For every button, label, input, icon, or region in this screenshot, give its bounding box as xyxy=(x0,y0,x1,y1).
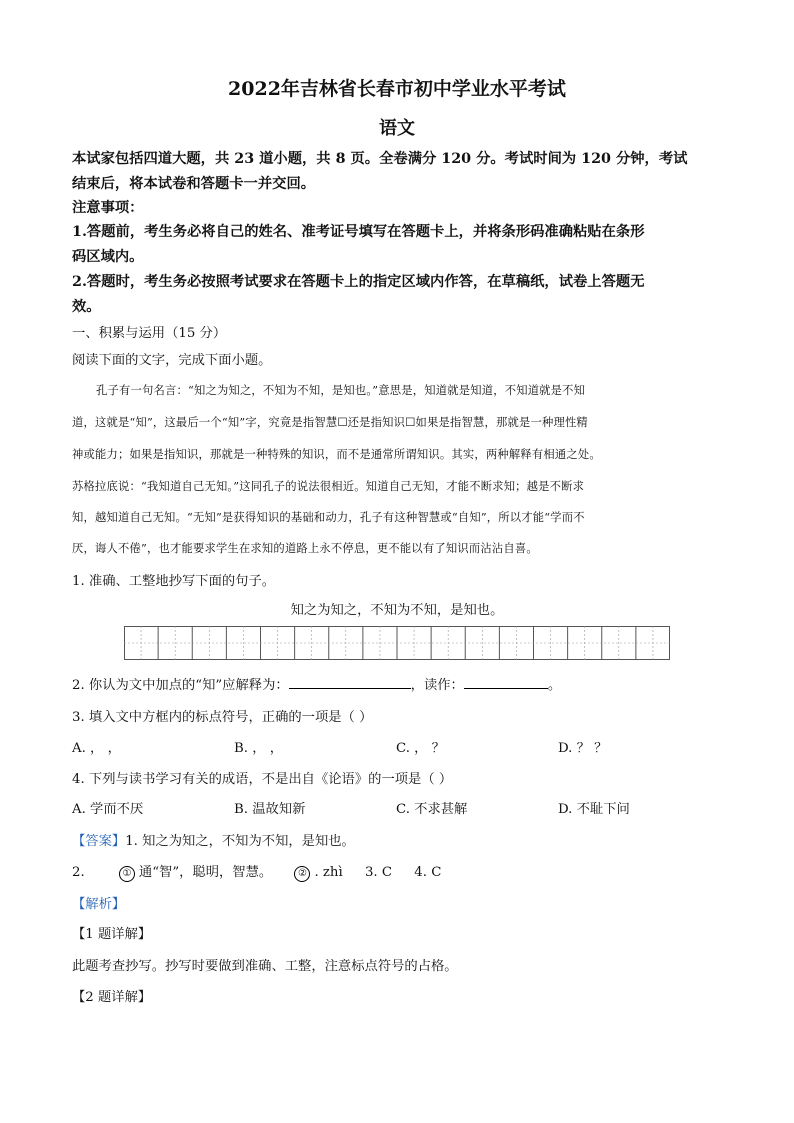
question-4: 4. 下列与读书学习有关的成语，不是出自《论语》的一项是（ ） xyxy=(72,772,453,787)
q4-option-c: C. 不求甚解 xyxy=(396,802,468,817)
passage-line-1: 孔子有一句名言：“知之为知之，不知为不知，是知也。”意思是，知道就是知道，不知道就是不知 xyxy=(96,384,586,397)
question-2-text: 2. 你认为文中加点的“知”应解释为： xyxy=(72,678,289,693)
answer-1: 1. 知之为知之，不知为不知，是知也。 xyxy=(125,834,355,849)
q4-option-d: D. 不耻下问 xyxy=(558,802,630,817)
note-2-line-2: 效。 xyxy=(72,299,101,315)
passage-line-3: 神或能力；如果是指知识，那就是一种特殊的知识，而不是通常所谓知识。其实，两种解释有相通之处。 xyxy=(72,448,601,461)
pronunciation-blank[interactable] xyxy=(464,674,548,689)
answer-line-2 xyxy=(72,861,441,882)
passage-line-5: 知，越知道自己无知。“无知”是获得知识的基础和动力，孔子有这种智慧或“自知”，所以才能“学而不 xyxy=(72,511,585,524)
detail-1-text: 此题考查抄写。抄写时要做到准确、工整，注意标点符号的占格。 xyxy=(72,959,458,974)
question-2 xyxy=(72,674,561,693)
answer-3: 3. C xyxy=(364,865,393,880)
answer-line-1 xyxy=(72,830,355,849)
answer-4: 4. C xyxy=(414,865,442,880)
circled-one: ① xyxy=(119,866,135,882)
note-1-line-2: 码区域内。 xyxy=(72,249,144,265)
q3-option-c: C. ， ？ xyxy=(396,741,445,756)
question-2-text-c: 。 xyxy=(547,678,562,693)
copy-sentence: 知之为知之，不知为不知，是知也。 xyxy=(290,603,504,618)
exam-title: 2022年吉林省长春市初中学业水平考试 xyxy=(228,78,566,100)
intro-line-2: 结束后，将本试卷和答题卡一并交回。 xyxy=(72,176,316,192)
intro-line-1: 本试家包括四道大题，共 23 道小题，共 8 页。全卷满分 120 分。考试时间为 120 分钟，考试 xyxy=(72,151,688,167)
meaning-blank[interactable] xyxy=(289,674,411,689)
answer-tag: 【答案】 xyxy=(72,834,126,849)
note-2-line-1: 2.答题时，考生务必按照考试要求在答题卡上的指定区域内作答，在草稿纸，试卷上答题无 xyxy=(72,274,645,290)
q3-option-b: B. ， ， xyxy=(234,741,284,756)
section-1-instruction: 阅读下面的文字，完成下面小题。 xyxy=(72,353,272,368)
q3-option-d: D. ？ ？ xyxy=(558,741,608,756)
q3-option-a: A. ， ， xyxy=(72,741,121,756)
detail-1-heading: 【1 题详解】 xyxy=(72,927,152,942)
notes-heading: 注意事项： xyxy=(72,200,144,216)
passage-line-6: 厌，诲人不倦”，也才能要求学生在求知的道路上永不停息，更不能以有了知识而沾沾自喜。 xyxy=(72,542,538,555)
answer-2-number: 2. xyxy=(72,865,85,880)
passage-line-4: 苏格拉底说：“我知道自己无知。”这同孔子的说法很相近。知道自己无知，才能不断求知；越是不断求 xyxy=(72,480,585,493)
section-1-heading: 一、积累与运用（15 分） xyxy=(72,326,227,341)
analysis-tag: 【解析】 xyxy=(72,897,126,912)
answer-2-pronunciation: . zhì xyxy=(314,865,343,880)
writing-grid xyxy=(124,626,670,660)
q4-option-b: B. 温故知新 xyxy=(234,802,306,817)
circled-two: ② xyxy=(294,866,310,882)
question-3: 3. 填入文中方框内的标点符号，正确的一项是（ ） xyxy=(72,710,373,725)
answer-2-meaning: 通“智”，聪明，智慧。 xyxy=(138,865,273,880)
q4-option-a: A. 学而不厌 xyxy=(72,802,144,817)
subject-title: 语文 xyxy=(379,118,415,139)
detail-2-heading: 【2 题详解】 xyxy=(72,990,152,1005)
passage-line-2: 道，这就是“知”，这最后一个“知”字，究竟是指智慧☐还是指知识☐如果是指智慧，那就是一种理性精 xyxy=(72,416,588,429)
note-1-line-1: 1.答题前，考生务必将自己的姓名、准考证号填写在答题卡上，并将条形码准确粘贴在条形 xyxy=(72,224,645,240)
question-2-text-b: ，读作： xyxy=(410,678,464,693)
question-1: 1. 准确、工整地抄写下面的句子。 xyxy=(72,574,276,589)
